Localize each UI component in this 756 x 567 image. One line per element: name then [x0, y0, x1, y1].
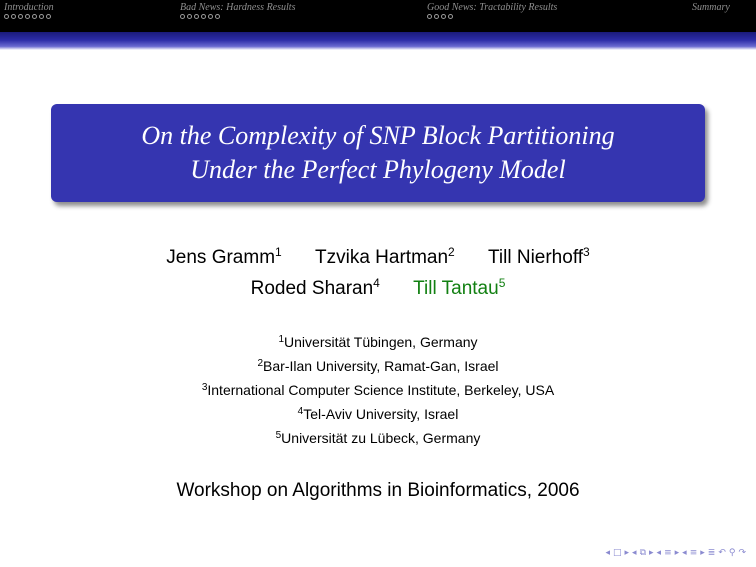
next-section-icon[interactable]: ▸: [674, 548, 680, 558]
author: [251, 278, 380, 299]
author-affiliation-mark: 2: [448, 245, 455, 259]
frame-dot[interactable]: [215, 14, 220, 19]
nav-section-label[interactable]: Introduction: [4, 2, 54, 13]
frame-dot[interactable]: [39, 14, 44, 19]
prev-section-icon[interactable]: ◂: [656, 548, 662, 558]
forward-icon[interactable]: ↷: [738, 548, 746, 558]
next-frame-icon[interactable]: ▸: [624, 548, 630, 558]
nav-section-label[interactable]: Bad News: Hardness Results: [180, 2, 296, 13]
frame-dot[interactable]: [180, 14, 185, 19]
author-name: Till Nierhoff: [488, 247, 584, 268]
title-line-1: On the Complexity of SNP Block Partitioning: [141, 121, 615, 150]
author-name: Tzvika Hartman: [315, 247, 449, 268]
author-affiliation-mark: 4: [373, 276, 380, 290]
frame-dots[interactable]: [427, 14, 557, 24]
affiliation: [0, 354, 756, 378]
frame-dot[interactable]: [208, 14, 213, 19]
affiliation-mark: 3: [201, 382, 208, 393]
author-name: Jens Gramm: [166, 247, 276, 268]
prev-frame-icon[interactable]: ◂: [605, 548, 610, 558]
frame-dot[interactable]: [448, 14, 453, 19]
frame-dot[interactable]: [11, 14, 16, 19]
prev-appendix-icon[interactable]: ◂: [682, 548, 687, 558]
frame-dots[interactable]: [4, 14, 54, 24]
frame-icon[interactable]: □: [613, 548, 622, 558]
nav-section-good-news[interactable]: [427, 2, 557, 24]
affiliation: [0, 330, 756, 354]
author-affiliation-mark: 1: [275, 245, 282, 259]
nav-section-label[interactable]: Summary: [692, 2, 730, 13]
frame-dot[interactable]: [427, 14, 432, 19]
author-name: Roded Sharan: [250, 278, 374, 299]
affiliation-mark: 2: [257, 358, 264, 369]
author-row: [0, 273, 756, 304]
author-highlighted: [413, 278, 505, 299]
author-list: [0, 242, 756, 304]
affiliation-text: Universität zu Lübeck, Germany: [281, 430, 481, 446]
appendix-icon[interactable]: ≡: [689, 548, 698, 558]
affiliation-text: Bar-Ilan University, Ramat-Gan, Israel: [263, 358, 499, 374]
frame-dot[interactable]: [18, 14, 23, 19]
affiliation-list: [0, 330, 756, 450]
author-affiliation-mark: 3: [583, 245, 590, 259]
nav-section-summary[interactable]: [692, 2, 730, 13]
frame-dot[interactable]: [441, 14, 446, 19]
author: [488, 247, 590, 268]
author-name: Till Tantau: [413, 278, 499, 299]
navigation-symbols: [605, 548, 746, 558]
frame-dot[interactable]: [32, 14, 37, 19]
frame-dot[interactable]: [25, 14, 30, 19]
nav-section-introduction[interactable]: [4, 2, 54, 24]
author: [315, 247, 455, 268]
back-icon[interactable]: ↶: [718, 548, 726, 558]
affiliation-mark: 4: [297, 406, 304, 417]
next-appendix-icon[interactable]: ▸: [700, 548, 705, 558]
document-icon[interactable]: ≣: [707, 548, 716, 558]
next-subsection-icon[interactable]: ▸: [649, 548, 654, 558]
frame-dot[interactable]: [434, 14, 439, 19]
subsection-icon[interactable]: ⧉: [639, 548, 647, 558]
affiliation-text: Tel-Aviv University, Israel: [303, 406, 459, 422]
frame-dot[interactable]: [187, 14, 192, 19]
section-icon[interactable]: ≡: [664, 548, 672, 558]
frame-dot[interactable]: [201, 14, 206, 19]
affiliation-mark: 1: [278, 334, 285, 345]
author-row: [0, 242, 756, 273]
header-band: [0, 32, 756, 50]
affiliation-mark: 5: [275, 430, 282, 441]
affiliation: [0, 426, 756, 450]
author-affiliation-mark: 5: [498, 276, 506, 290]
affiliation: [0, 378, 756, 402]
affiliation-text: Universität Tübingen, Germany: [284, 334, 478, 350]
nav-section-bad-news[interactable]: [180, 2, 295, 24]
frame-dot[interactable]: [194, 14, 199, 19]
venue: Workshop on Algorithms in Bioinformatics, 2006: [176, 480, 580, 501]
search-icon[interactable]: ⚲: [728, 548, 736, 558]
frame-dot[interactable]: [46, 14, 51, 19]
title-block: [51, 104, 705, 202]
title-line-2: Under the Perfect Phylogeny Model: [190, 155, 566, 184]
frame-dot[interactable]: [4, 14, 9, 19]
affiliation: [0, 402, 756, 426]
prev-subsection-icon[interactable]: ◂: [632, 548, 637, 558]
navigation-header: [0, 0, 756, 32]
frame-dots[interactable]: [180, 14, 295, 24]
affiliation-text: International Computer Science Institute, Berkeley, USA: [207, 382, 555, 398]
nav-section-label[interactable]: Good News: Tractability Results: [427, 2, 558, 13]
author: [166, 247, 281, 268]
